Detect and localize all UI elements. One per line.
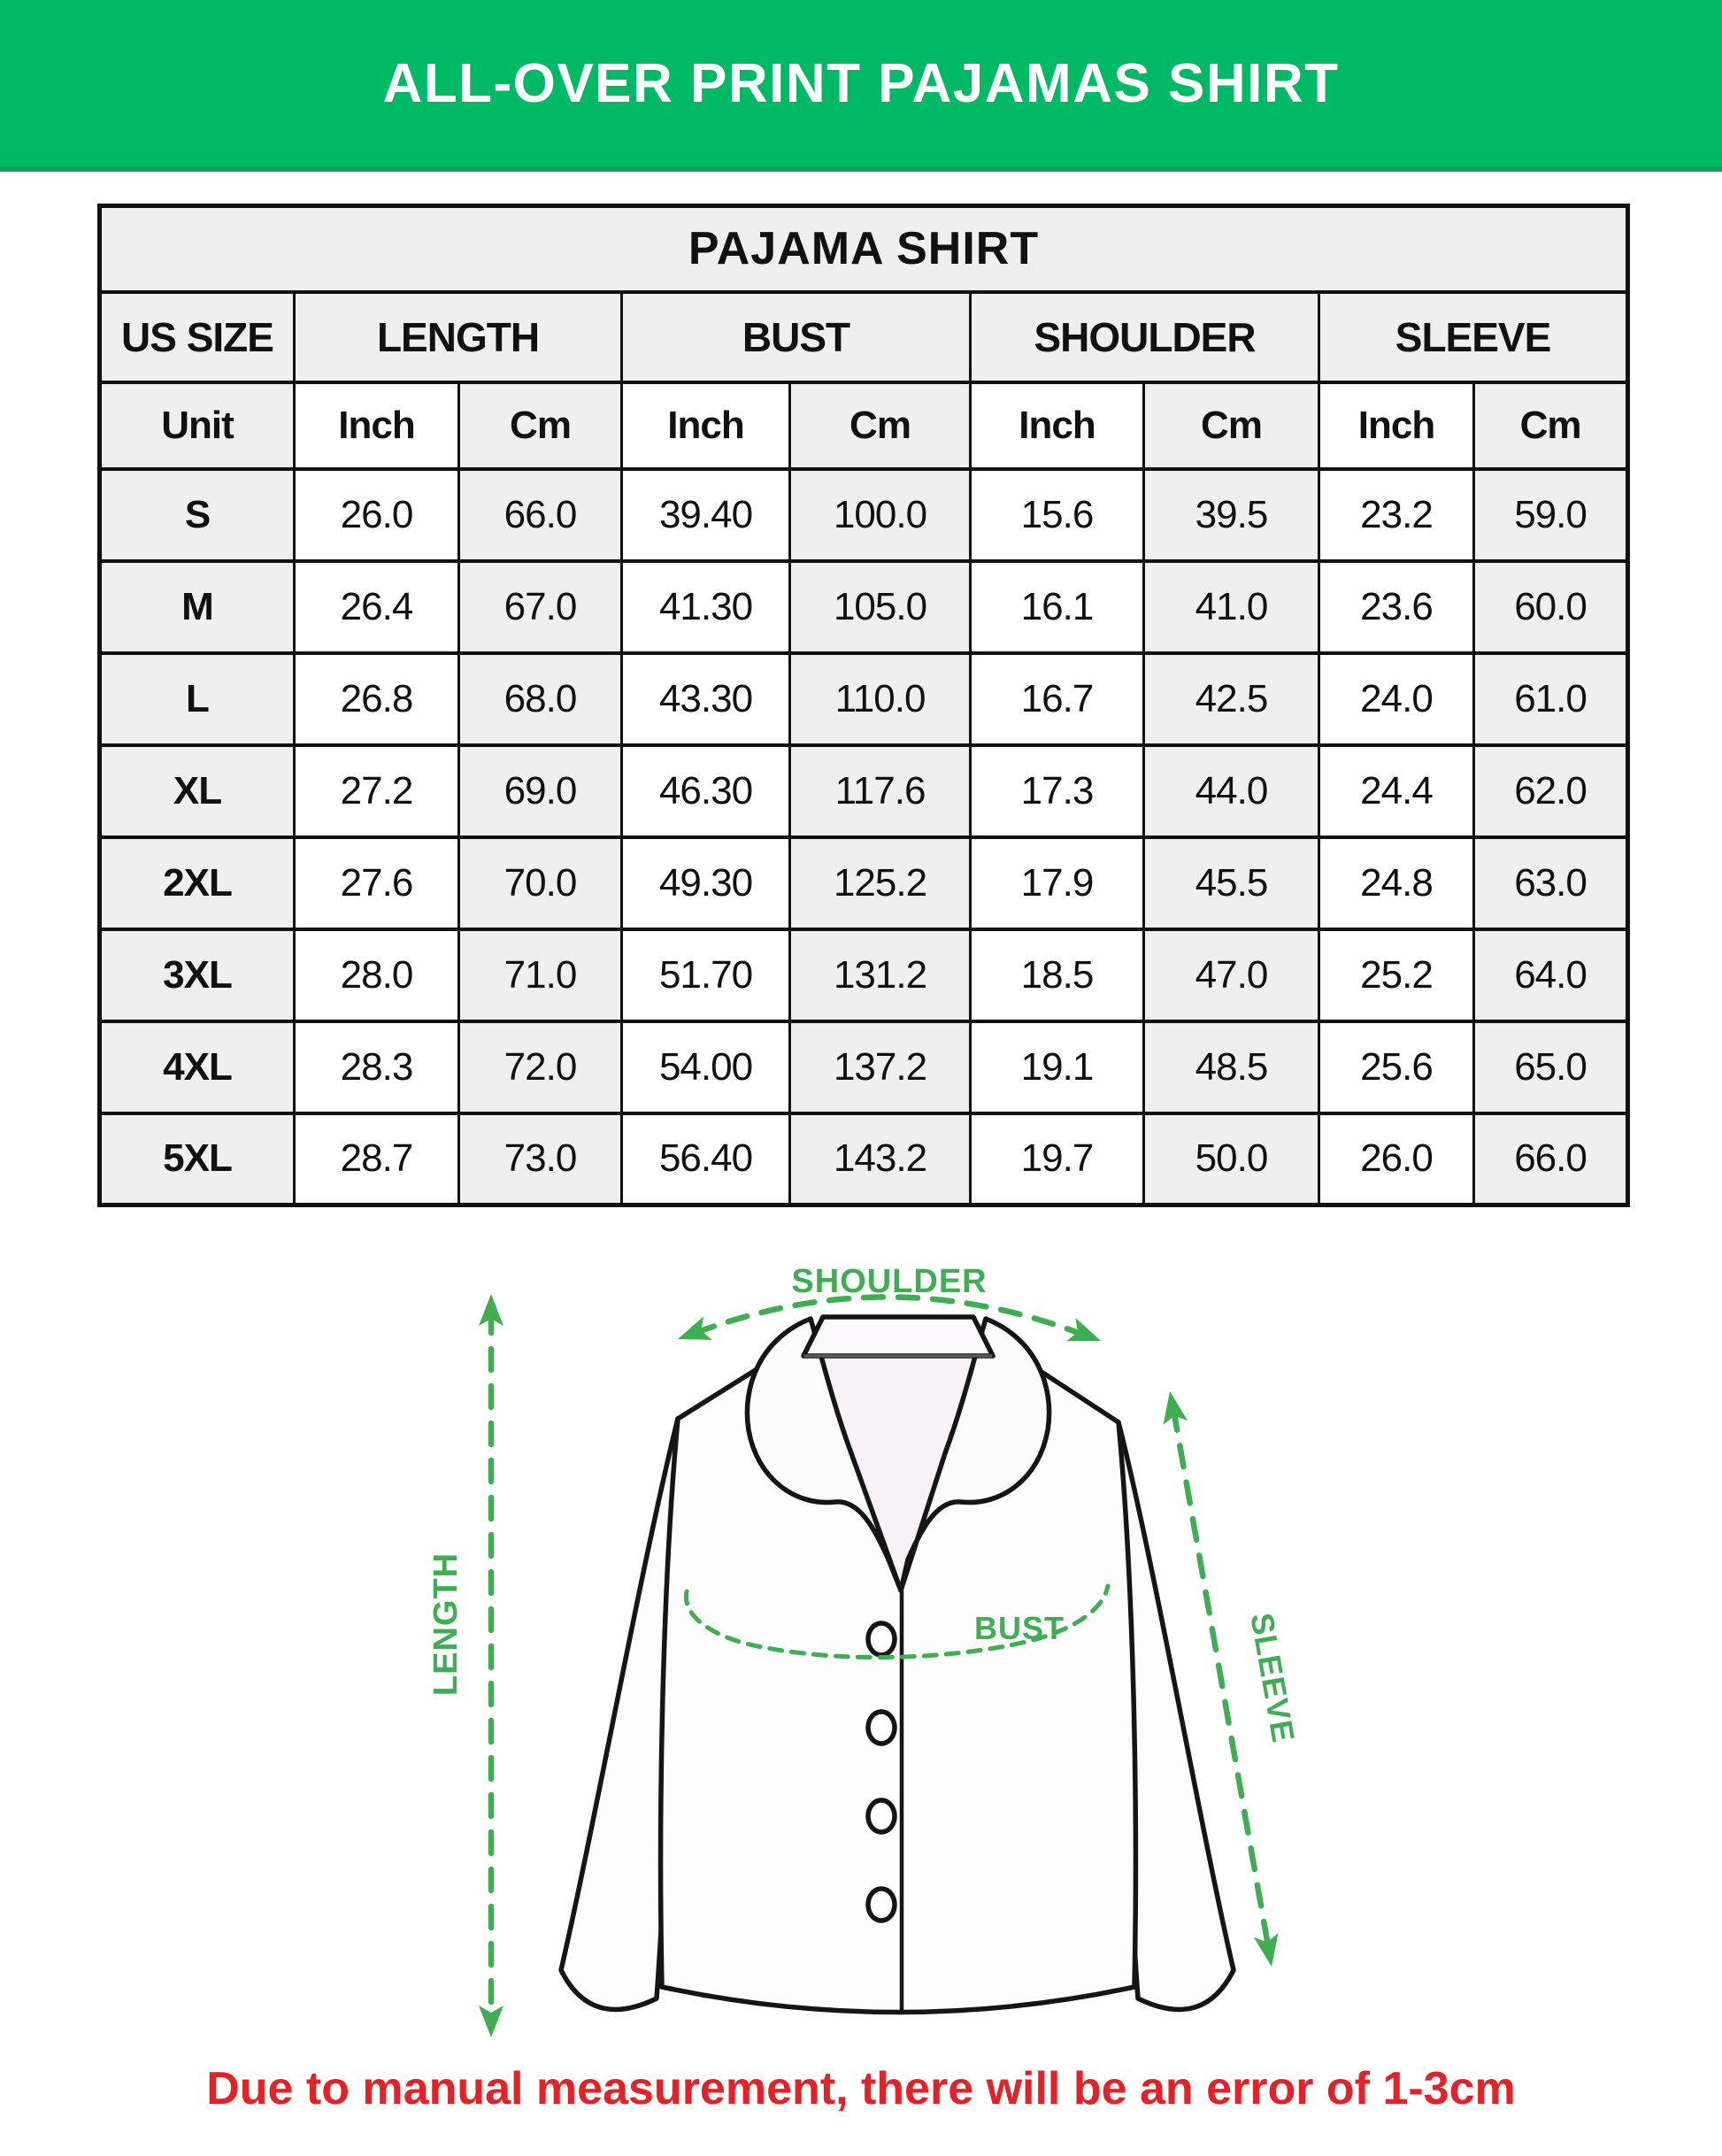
value-cell: 62.0: [1474, 745, 1628, 837]
value-cell: 26.0: [295, 469, 459, 561]
value-cell: 45.5: [1144, 837, 1319, 929]
shirt-drawing: [561, 1317, 1234, 2013]
sleeve-label: SLEEVE: [1243, 1610, 1303, 1746]
value-cell: 25.6: [1319, 1021, 1474, 1113]
value-cell: 72.0: [459, 1021, 622, 1113]
value-cell: 39.40: [622, 469, 790, 561]
size-cell: 5XL: [100, 1113, 295, 1205]
col-header-length: LENGTH: [295, 292, 622, 382]
value-cell: 50.0: [1144, 1113, 1319, 1205]
size-cell: 3XL: [100, 929, 295, 1021]
value-cell: 15.6: [971, 469, 1144, 561]
value-cell: 49.30: [622, 837, 790, 929]
arrowhead-icon: [673, 1317, 711, 1351]
value-cell: 25.2: [1319, 929, 1474, 1021]
shirt-button: [868, 1800, 895, 1832]
value-cell: 24.4: [1319, 745, 1474, 837]
value-cell: 41.0: [1144, 561, 1319, 653]
value-cell: 18.5: [971, 929, 1144, 1021]
length-label: LENGTH: [427, 1552, 465, 1697]
value-cell: 71.0: [459, 929, 622, 1021]
value-cell: 27.6: [295, 837, 459, 929]
shoulder-label: SHOULDER: [791, 1263, 988, 1300]
value-cell: 70.0: [459, 837, 622, 929]
value-cell: 16.7: [971, 653, 1144, 745]
value-cell: 19.7: [971, 1113, 1144, 1205]
arrowhead-icon: [479, 2006, 504, 2037]
value-cell: 125.2: [790, 837, 971, 929]
value-cell: 23.2: [1319, 469, 1474, 561]
size-cell: M: [100, 561, 295, 653]
unit-cm-cell: Cm: [459, 382, 622, 469]
measurement-error-note: Due to manual measurement, there will be an error of 1-3cm: [206, 2063, 1516, 2114]
value-cell: 16.1: [971, 561, 1144, 653]
value-cell: 56.40: [622, 1113, 790, 1205]
value-cell: 23.6: [1319, 561, 1474, 653]
shirt-button: [868, 1889, 895, 1921]
value-cell: 143.2: [790, 1113, 971, 1205]
value-cell: 48.5: [1144, 1021, 1319, 1113]
col-header-bust: BUST: [622, 292, 971, 382]
value-cell: 47.0: [1144, 929, 1319, 1021]
value-cell: 41.30: [622, 561, 790, 653]
page-title: ALL-OVER PRINT PAJAMAS SHIRT: [382, 52, 1340, 114]
size-cell: XL: [100, 745, 295, 837]
value-cell: 59.0: [1474, 469, 1628, 561]
unit-label-cell: Unit: [100, 382, 295, 469]
value-cell: 105.0: [790, 561, 971, 653]
value-cell: 17.9: [971, 837, 1144, 929]
unit-cm-cell: Cm: [1144, 382, 1319, 469]
value-cell: 66.0: [1474, 1113, 1628, 1205]
unit-cm-cell: Cm: [1474, 382, 1628, 469]
value-cell: 19.1: [971, 1021, 1144, 1113]
shirt-collar: [803, 1317, 993, 1356]
value-cell: 24.8: [1319, 837, 1474, 929]
value-cell: 67.0: [459, 561, 622, 653]
bust-label: BUST: [974, 1610, 1065, 1646]
value-cell: 66.0: [459, 469, 622, 561]
unit-inch-cell: Inch: [1319, 382, 1474, 469]
value-cell: 28.3: [295, 1021, 459, 1113]
value-cell: 73.0: [459, 1113, 622, 1205]
value-cell: 69.0: [459, 745, 622, 837]
value-cell: 110.0: [790, 653, 971, 745]
col-header-us-size: US SIZE: [100, 292, 295, 382]
value-cell: 137.2: [790, 1021, 971, 1113]
value-cell: 26.4: [295, 561, 459, 653]
value-cell: 28.0: [295, 929, 459, 1021]
unit-inch-cell: Inch: [622, 382, 790, 469]
value-cell: 26.0: [1319, 1113, 1474, 1205]
value-cell: 17.3: [971, 745, 1144, 837]
value-cell: 26.8: [295, 653, 459, 745]
value-cell: 64.0: [1474, 929, 1628, 1021]
col-header-shoulder: SHOULDER: [971, 292, 1319, 382]
value-cell: 54.00: [622, 1021, 790, 1113]
unit-inch-cell: Inch: [295, 382, 459, 469]
value-cell: 24.0: [1319, 653, 1474, 745]
value-cell: 51.70: [622, 929, 790, 1021]
value-cell: 42.5: [1144, 653, 1319, 745]
unit-cm-cell: Cm: [790, 382, 971, 469]
value-cell: 28.7: [295, 1113, 459, 1205]
table-title: PAJAMA SHIRT: [100, 206, 1628, 292]
value-cell: 131.2: [790, 929, 971, 1021]
value-cell: 46.30: [622, 745, 790, 837]
value-cell: 27.2: [295, 745, 459, 837]
shirt-button: [868, 1623, 895, 1655]
value-cell: 63.0: [1474, 837, 1628, 929]
value-cell: 39.5: [1144, 469, 1319, 561]
unit-inch-cell: Inch: [971, 382, 1144, 469]
shirt-button: [868, 1712, 895, 1744]
size-cell: 4XL: [100, 1021, 295, 1113]
value-cell: 60.0: [1474, 561, 1628, 653]
value-cell: 68.0: [459, 653, 622, 745]
value-cell: 65.0: [1474, 1021, 1628, 1113]
value-cell: 43.30: [622, 653, 790, 745]
col-header-sleeve: SLEEVE: [1319, 292, 1628, 382]
size-cell: L: [100, 653, 295, 745]
value-cell: 100.0: [790, 469, 971, 561]
arrowhead-icon: [1066, 1318, 1105, 1352]
value-cell: 117.6: [790, 745, 971, 837]
size-cell: S: [100, 469, 295, 561]
size-cell: 2XL: [100, 837, 295, 929]
value-cell: 44.0: [1144, 745, 1319, 837]
value-cell: 61.0: [1474, 653, 1628, 745]
